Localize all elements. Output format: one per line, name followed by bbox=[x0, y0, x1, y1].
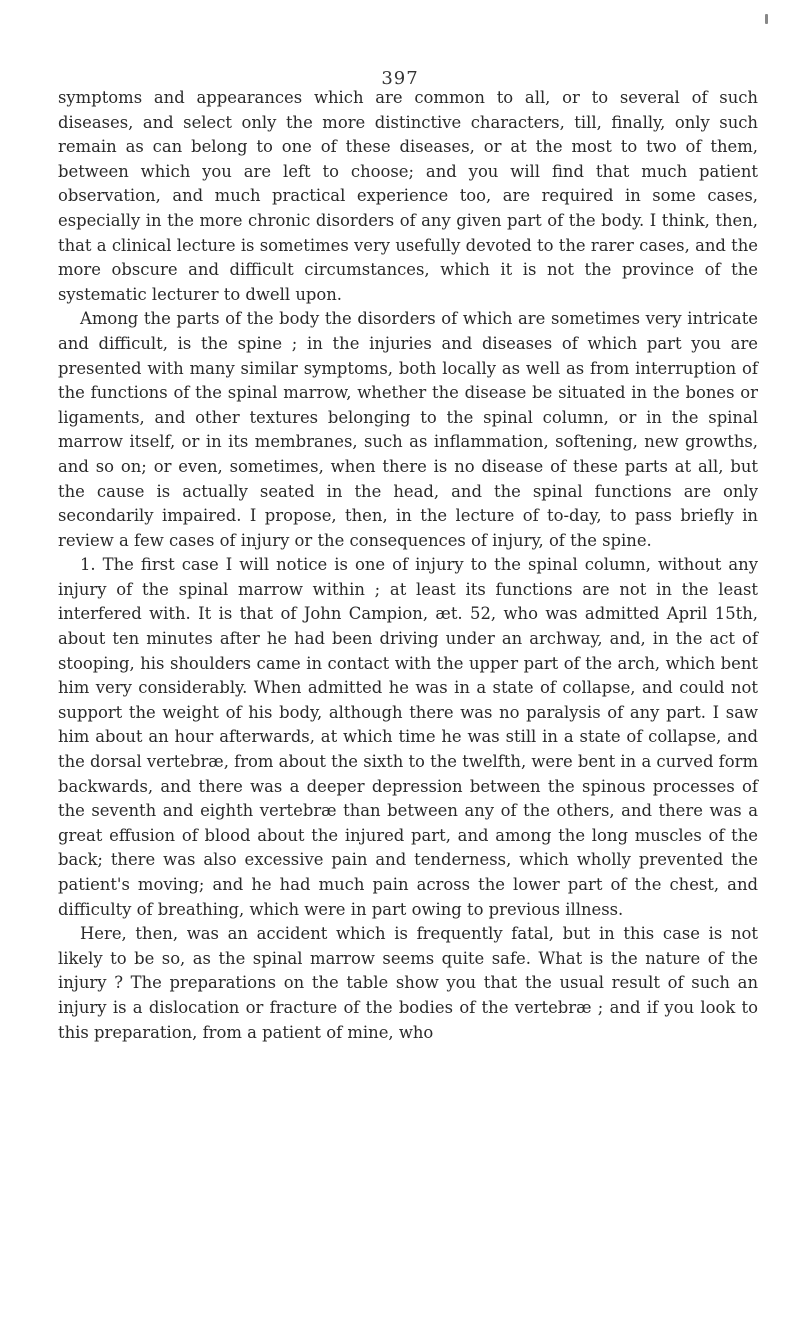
paragraph: 1. The first case I will notice is one of injury to the spinal column, without any injury of the spinal marrow within ; at least its functions are not in the least interfered with. It is that of John Campion, æt. 52, who was admitted April 15th, about ten minutes after he had been driving under an archway, and, in the act of stooping, his shoulders came in contact with the upper part of the arch, which bent him very considerably. When admitted he was in a state of collapse, and could not support the weight of his body, although there was no paralysis of any part. I saw him about an hour afterwards, at which time he was still in a state of collapse, and the dorsal vertebræ, from about the sixth to the twelfth, were bent in a curved form backwards, and there was a deeper depression between the spinous processes of the seventh and eighth vertebræ than between any of the others, and there was a great effusion of blood about the injured part, and among the long muscles of the back; there was also excessive pain and tenderness, which wholly prevented the patient's moving; and he had much pain across the lower part of the chest, and difficulty of breathing, which were in part owing to previous illness. bbox=[58, 555, 758, 919]
paragraph: Here, then, was an accident which is frequently fatal, but in this case is not likely to be so, as the spinal marrow seems quite safe. What is the nature of the injury ? The preparations on the table show you that the usual result of such an injury is a dislocation or fracture of the bodies of the vertebræ ; and if you look to this preparation, from a patient of mine, who bbox=[58, 924, 758, 1042]
paragraph: symptoms and appearances which are common to all, or to several of such diseases, and select only the more distinctive characters, till, finally, only such remain as can belong to one of these diseases, or at the most to two of them, between which you are left to choose; and you will find that much patient observation, and much practical experience too, are required in some cases, especially in the more chronic disorders of any given part of the body. I think, then, that a clinical lecture is sometimes very usefully devoted to the rarer cases, and the more obscure and difficult circumstances, which it is not the province of the systematic lecturer to dwell upon. bbox=[58, 88, 758, 304]
body-text bbox=[58, 86, 758, 1045]
paragraph: Among the parts of the body the disorders of which are sometimes very intricate and difficult, is the spine ; in the injuries and diseases of which part you are presented with many similar symptoms, both locally as well as from interruption of the functions of the spinal marrow, whether the disease be situated in the bones or ligaments, and other textures belonging to the spinal column, or in the spinal marrow itself, or in its membranes, such as inflammation, softening, new growths, and so on; or even, sometimes, when there is no disease of these parts at all, but the cause is actually seated in the head, and the spinal functions are only secondarily impaired. I propose, then, in the lecture of to-day, to pass briefly in review a few cases of injury or the consequences of injury, of the spine. bbox=[58, 309, 758, 550]
page-number: 397 bbox=[381, 68, 419, 89]
scan-mark bbox=[765, 14, 768, 24]
